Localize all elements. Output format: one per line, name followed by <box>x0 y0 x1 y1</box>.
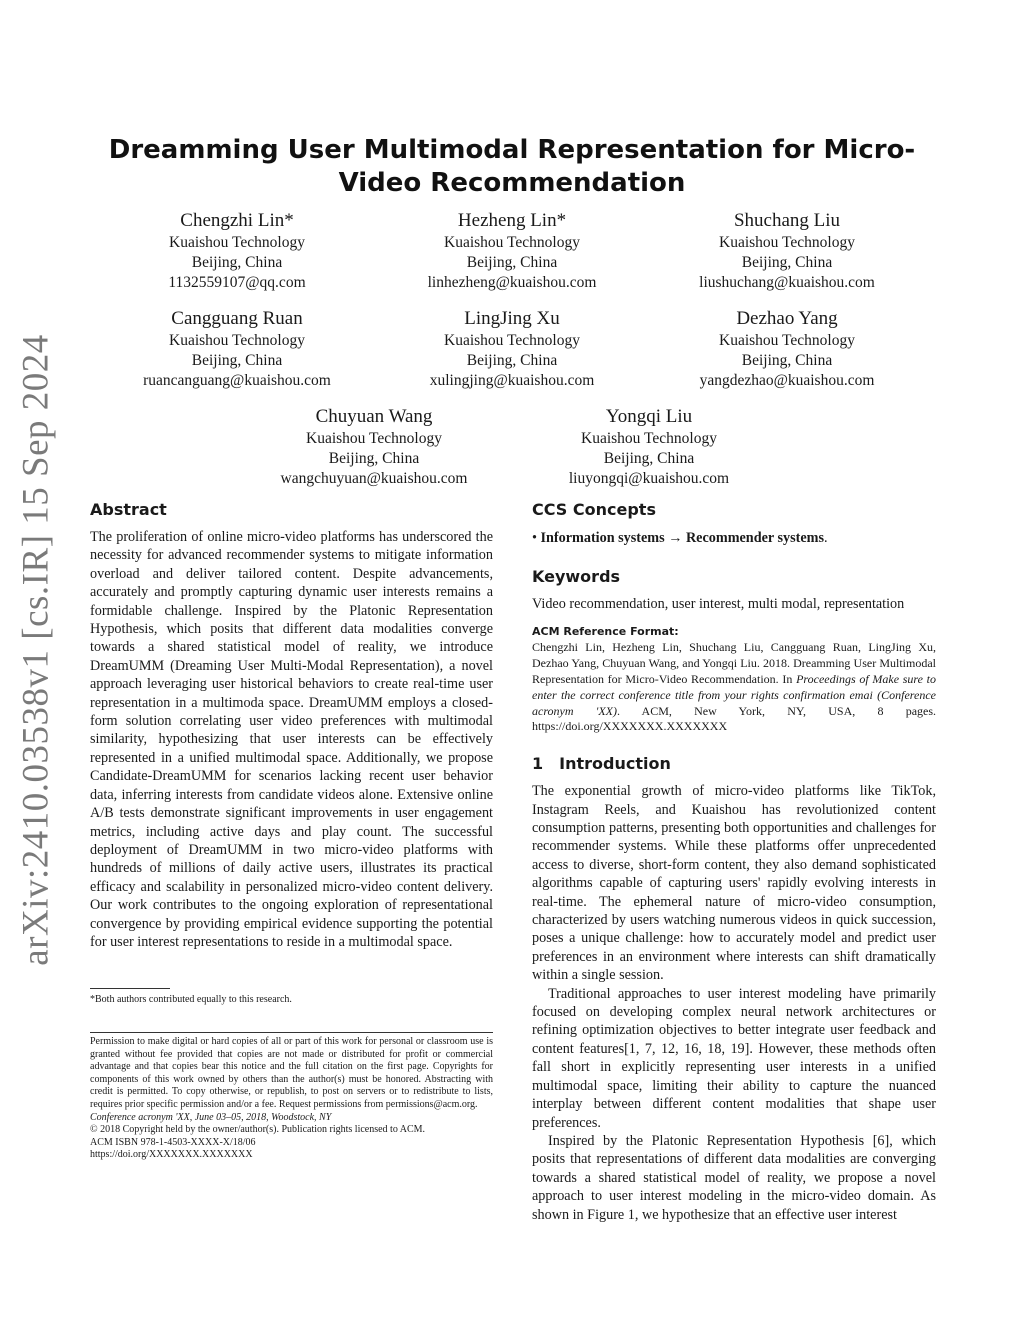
author-affiliation: Kuaishou Technology <box>444 234 580 251</box>
permission-block <box>90 1036 493 1162</box>
ccs-subcategory: Recommender systems <box>685 530 824 546</box>
author-location: Beijing, China <box>328 450 420 467</box>
author-block <box>97 306 377 391</box>
author-email[interactable]: 1132559107@qq.com <box>168 274 306 291</box>
author-affiliation: Kuaishou Technology <box>444 332 580 349</box>
section-title: Introduction <box>559 754 671 774</box>
permission-divider <box>90 1032 493 1033</box>
author-email[interactable]: ruancanguang@kuaishou.com <box>143 372 331 389</box>
author-location: Beijing, China <box>466 254 558 271</box>
author-block <box>372 306 652 391</box>
ccs-end-period: . <box>823 530 828 546</box>
conference-info: Conference acronym 'XX, June 03–05, 2018, Woodstock, NY <box>90 1111 332 1123</box>
author-name: Dezhao Yang <box>736 308 838 329</box>
author-block <box>509 404 789 489</box>
ccs-category: Information systems <box>540 530 665 546</box>
intro-paragraph: Traditional approaches to user interest modeling have primarily focused on developing complex neural network architectures or refining optimization objectives to better integrate user feedback and content features[1, 7, 12, 16, 18, 19]. However, these methods often fall short in explicitly representing user interests in a unified multimodal space, limiting their ability to capture the nuanced interplay between different content modalities that shape user preferences. <box>532 985 936 1131</box>
author-affiliation: Kuaishou Technology <box>581 430 717 447</box>
author-affiliation: Kuaishou Technology <box>719 332 855 349</box>
author-location: Beijing, China <box>741 352 833 369</box>
author-block <box>647 306 927 391</box>
author-email[interactable]: linhezheng@kuaishou.com <box>427 274 597 291</box>
acm-reference-text <box>532 640 936 735</box>
author-location: Beijing, China <box>603 450 695 467</box>
bullet-glyph: • <box>532 530 537 546</box>
author-email[interactable]: liushuchang@kuaishou.com <box>699 274 875 291</box>
author-affiliation: Kuaishou Technology <box>169 332 305 349</box>
arrow-icon: → <box>668 530 683 546</box>
intro-paragraph: The exponential growth of micro-video platforms like TikTok, Instagram Reels, and Kuaishou has revolutionized content consumption patterns, presenting both opportunities and challenges for recommender systems. While these platforms offer unprecedented access to diverse, short-form content, they also demand sophisticated algorithms capable of capturing users' rapidly evolving interests in real-time. The ephemeral nature of micro-video consumption, characterized by users watching numerous videos in quick succession, poses a unique challenge: how to accurately model and predict user preferences in an environment where interests can shift dramatically within a single session. <box>532 783 936 984</box>
paper-title: Dreamming User Multimodal Representation for Micro-Video Recommendation <box>108 135 916 198</box>
introduction-heading <box>532 753 936 775</box>
author-location: Beijing, China <box>191 254 283 271</box>
equal-contribution-footnote: *Both authors contributed equally to this research. <box>90 994 292 1005</box>
author-name: Yongqi Liu <box>605 406 693 427</box>
author-affiliation: Kuaishou Technology <box>719 234 855 251</box>
author-block <box>234 404 514 489</box>
acm-reference-venue: Proceedings of Make sure to enter the correct conference title from your rights confirmation emai (Conference acronym 'XX) <box>532 672 937 718</box>
doi-link[interactable]: https://doi.org/XXXXXXX.XXXXXXX <box>90 1149 253 1161</box>
author-name: Chuyuan Wang <box>315 406 433 427</box>
left-column <box>90 499 493 951</box>
intro-paragraph: Inspired by the Platonic Representation Hypothesis [6], which posits that representations of different data modalities are converging towards a shared statistical model of reality, we propose a novel approach to user interest modeling in the micro-video domain. As shown in Figure 1, we hypothesize that an effective user interest <box>532 1132 936 1223</box>
author-email[interactable]: liuyongqi@kuaishou.com <box>568 470 730 487</box>
author-name: Chengzhi Lin* <box>180 210 294 231</box>
author-block <box>647 208 927 293</box>
author-name: Hezheng Lin* <box>457 210 567 231</box>
author-location: Beijing, China <box>466 352 558 369</box>
author-affiliation: Kuaishou Technology <box>306 430 442 447</box>
acm-reference-heading: ACM Reference Format: <box>532 625 679 639</box>
footnote-divider <box>90 988 170 989</box>
author-email[interactable]: wangchuyuan@kuaishou.com <box>280 470 468 487</box>
author-block <box>97 208 377 293</box>
author-email[interactable]: yangdezhao@kuaishou.com <box>699 372 875 389</box>
author-name: Cangguang Ruan <box>171 308 303 329</box>
keywords-text: Video recommendation, user interest, multi modal, representation <box>532 596 905 612</box>
abstract-heading: Abstract <box>90 500 167 519</box>
permission-text: Permission to make digital or hard copies of all or part of this work for personal or classroom use is granted without fee provided that copies are not made or distributed for profit or commercial advantage and that copies bear this notice and the full citation on the first page. Copyrights for components of this work owned by others than the author(s) must be honored. Abstracting with credit is permitted. To copy otherwise, or republish, to post on servers or to redistribute to lists, requires prior specific permission and/or a fee. Request permissions from permissions@acm.org. <box>90 1036 493 1110</box>
author-email[interactable]: xulingjing@kuaishou.com <box>429 372 595 389</box>
author-block <box>372 208 652 293</box>
section-number: 1 <box>532 754 544 774</box>
ccs-heading: CCS Concepts <box>532 500 656 519</box>
author-name: Shuchang Liu <box>733 210 841 231</box>
isbn-line: ACM ISBN 978-1-4503-XXXX-X/18/06 <box>90 1136 256 1148</box>
author-affiliation: Kuaishou Technology <box>169 234 305 251</box>
right-column <box>532 499 936 1224</box>
acm-reference-publisher: . ACM, New York, NY, USA, 8 pages. https://doi.org/XXXXXXX.XXXXXXX <box>532 703 937 734</box>
author-location: Beijing, China <box>191 352 283 369</box>
author-location: Beijing, China <box>741 254 833 271</box>
acm-reference-authors: Chengzhi Lin, Hezheng Lin, Shuchang Liu, Cangguang Ruan, LingJing Xu, Dezhao Yang, Chuyuan Wang, and Yongqi Liu. 2018. Dreamming User Multimodal Representation for Micro-Video Recommendation. In <box>532 640 936 686</box>
abstract-text: The proliferation of online micro-video platforms has underscored the necessity for advanced recommender systems to mitigate information overload and deliver tailored content. Despite advancements, accurately and promptly capturing dynamic user interests remains a formidable challenge. Inspired by the Platonic Representation Hypothesis, which posits that different data modalities converge towards a shared statistical model of reality, we introduce DreamUMM (Dreaming User Multi-Modal Representation), a novel approach leveraging user historical behaviors to create real-time user representation in a multimoda space. DreamUMM employs a closed-form solution correlating user video preferences with multimodal similarity, hypothesizing that user interests can be effectively represented in a unified multimodal space. Additionally, we propose Candidate-DreamUMM for scenarios lacking recent user behavior data, inferring interests from candidate videos alone. Extensive online A/B tests demonstrate significant improvements in user engagement metrics, including active days and play count. The successful deployment of DreamUMM in two micro-video platforms with hundreds of millions of daily active users, illustrates its practical efficacy and scalability in personalized micro-video content delivery. Our work contributes to the ongoing exploration of representational convergence by providing empirical evidence supporting the potential for user interest representations to reside in a multimodal space. <box>90 529 493 950</box>
keywords-heading: Keywords <box>532 567 621 586</box>
ccs-concept <box>532 528 936 548</box>
author-name: LingJing Xu <box>464 308 560 329</box>
copyright-line: © 2018 Copyright held by the owner/author(s). Publication rights licensed to ACM. <box>90 1124 426 1136</box>
